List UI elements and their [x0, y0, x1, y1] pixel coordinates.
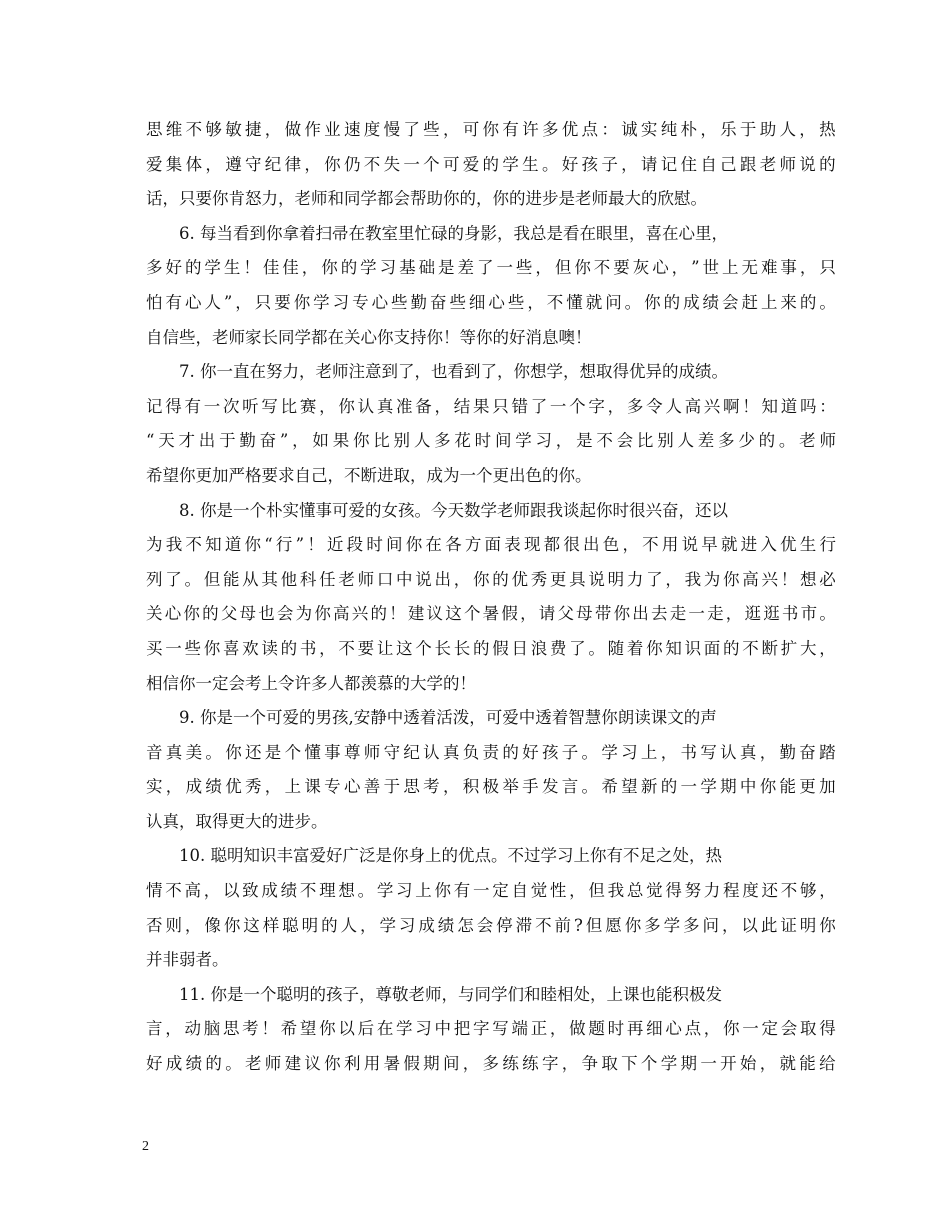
text-line: 并非弱者。	[146, 950, 229, 970]
text-line: 否 则 ， 像 你 这 样 聪 明 的 人 ， 学 习 成 绩 怎 会 停 滞 不 前 ? 但 愿 你 多 学 多 问 ， 以 此 证 明 你	[146, 915, 836, 935]
text-line: “ 天 才 出 于 勤 奋 ” ， 如 果 你 比 别 人 多 花 时 间 学 习 ， 是 不 会 比 别 人 差 多 少 的 。 老 师	[146, 431, 836, 451]
text-line: 好 成 绩 的 。 老 师 建 议 你 利 用 暑 假 期 间 ， 多 练 练 字 ， 争 取 下 个 学 期 一 开 始 ， 就 能 给	[146, 1054, 836, 1074]
paragraph-7	[146, 355, 836, 493]
text-line: 怕 有 心 人 ” ， 只 要 你 学 习 专 心 些 勤 奋 些 细 心 些 ， 不 懂 就 问 。 你 的 成 绩 会 赶 上 来 的 。	[146, 292, 836, 312]
text-line: 记 得 有 一 次 听 写 比 赛 ， 你 认 真 准 备 ， 结 果 只 错 了 一 个 字 ， 多 令 人 高 兴 啊 ！ 知 道 吗 ：	[146, 396, 836, 416]
text-line: 7. 你一直在努力，老师注意到了，也看到了，你想学，想取得优异的成绩。	[179, 362, 728, 382]
paragraph-8	[146, 494, 836, 702]
text-line: 11. 你是一个聪明的孩子，尊敬老师，与同学们和睦相处，上课也能积极发	[179, 984, 722, 1004]
paragraph-9	[146, 701, 836, 839]
text-line: 关 心 你 的 父 母 也 会 为 你 高 兴 的 ！ 建 议 这 个 暑 假 ， 请 父 母 带 你 出 去 走 一 走 ， 逛 逛 书 市 。	[146, 604, 836, 624]
text-line: 音 真 美 。 你 还 是 个 懂 事 尊 师 守 纪 认 真 负 责 的 好 孩 子 。 学 习 上 ， 书 写 认 真 ， 勤 奋 踏	[146, 742, 836, 762]
paragraph-10	[146, 839, 836, 977]
text-line: 多 好 的 学 生 ！ 佳 佳 ， 你 的 学 习 基 础 是 差 了 一 些 ， 但 你 不 要 灰 心 ， ” 世 上 无 难 事 ， 只	[146, 258, 836, 278]
text-line: 话，只要你肯怒力，老师和同学都会帮助你的，你的进步是老师最大的欣慰。	[146, 189, 707, 209]
text-line: 6. 每当看到你拿着扫帚在教室里忙碌的身影，我总是看在眼里，喜在心里，	[179, 223, 728, 243]
text-line: 希望你更加严格要求自己，不断进取，成为一个更出色的你。	[146, 465, 592, 485]
text-line: 爱 集 体 ， 遵 守 纪 律 ， 你 仍 不 失 一 个 可 爱 的 学 生 。 好 孩 子 ， 请 记 住 自 己 跟 老 师 说 的	[146, 154, 836, 174]
text-line: 思 维 不 够 敏 捷 ， 做 作 业 速 度 慢 了 些 ， 可 你 有 许 多 优 点 ： 诚 实 纯 朴 ， 乐 于 助 人 ， 热	[146, 120, 836, 139]
paragraph-11	[146, 978, 836, 1082]
document-body	[146, 113, 836, 1082]
text-line: 实 ， 成 绩 优 秀 ， 上 课 专 心 善 于 思 考 ， 积 极 举 手 发 言 。 希 望 新 的 一 学 期 中 你 能 更 加	[146, 777, 836, 797]
text-line: 为 我 不 知 道 你 “ 行 ” ！ 近 段 时 间 你 在 各 方 面 表 现 都 很 出 色 ， 不 用 说 早 就 进 入 优 生 行	[146, 535, 836, 555]
text-line: 8. 你是一个朴实懂事可爱的女孩。今天数学老师跟我谈起你时很兴奋，还以	[179, 500, 728, 520]
text-line: 10. 聪明知识丰富爱好广泛是你身上的优点。不过学习上你有不足之处，热	[179, 846, 722, 866]
page-number: 2	[142, 1139, 149, 1154]
text-line: 言 ， 动 脑 思 考 ！ 希 望 你 以 后 在 学 习 中 把 字 写 端 正 ， 做 题 时 再 细 心 点 ， 你 一 定 会 取 得	[146, 1019, 836, 1039]
text-line: 相信你一定会考上令许多人都羡慕的大学的！	[146, 673, 476, 693]
text-line: 认真，取得更大的进步。	[146, 811, 328, 831]
text-line: 买 一 些 你 喜 欢 读 的 书 ， 不 要 让 这 个 长 长 的 假 日 浪 费 了 。 随 着 你 知 识 面 的 不 断 扩 大 ，	[146, 638, 836, 658]
paragraph-6	[146, 217, 836, 355]
paragraph-5-continued	[146, 113, 836, 217]
text-line: 9. 你是一个可爱的男孩,安静中透着活泼，可爱中透着智慧你朗读课文的声	[179, 708, 717, 728]
text-line: 自信些，老师家长同学都在关心你支持你！等你的好消息噢！	[146, 327, 592, 347]
text-line: 列 了 。 但 能 从 其 他 科 任 老 师 口 中 说 出 ， 你 的 优 秀 更 具 说 明 力 了 ， 我 为 你 高 兴 ！ 想 必	[146, 569, 836, 589]
text-line: 情 不 高 ， 以 致 成 绩 不 理 想 。 学 习 上 你 有 一 定 自 觉 性 ， 但 我 总 觉 得 努 力 程 度 还 不 够 ，	[146, 881, 836, 901]
